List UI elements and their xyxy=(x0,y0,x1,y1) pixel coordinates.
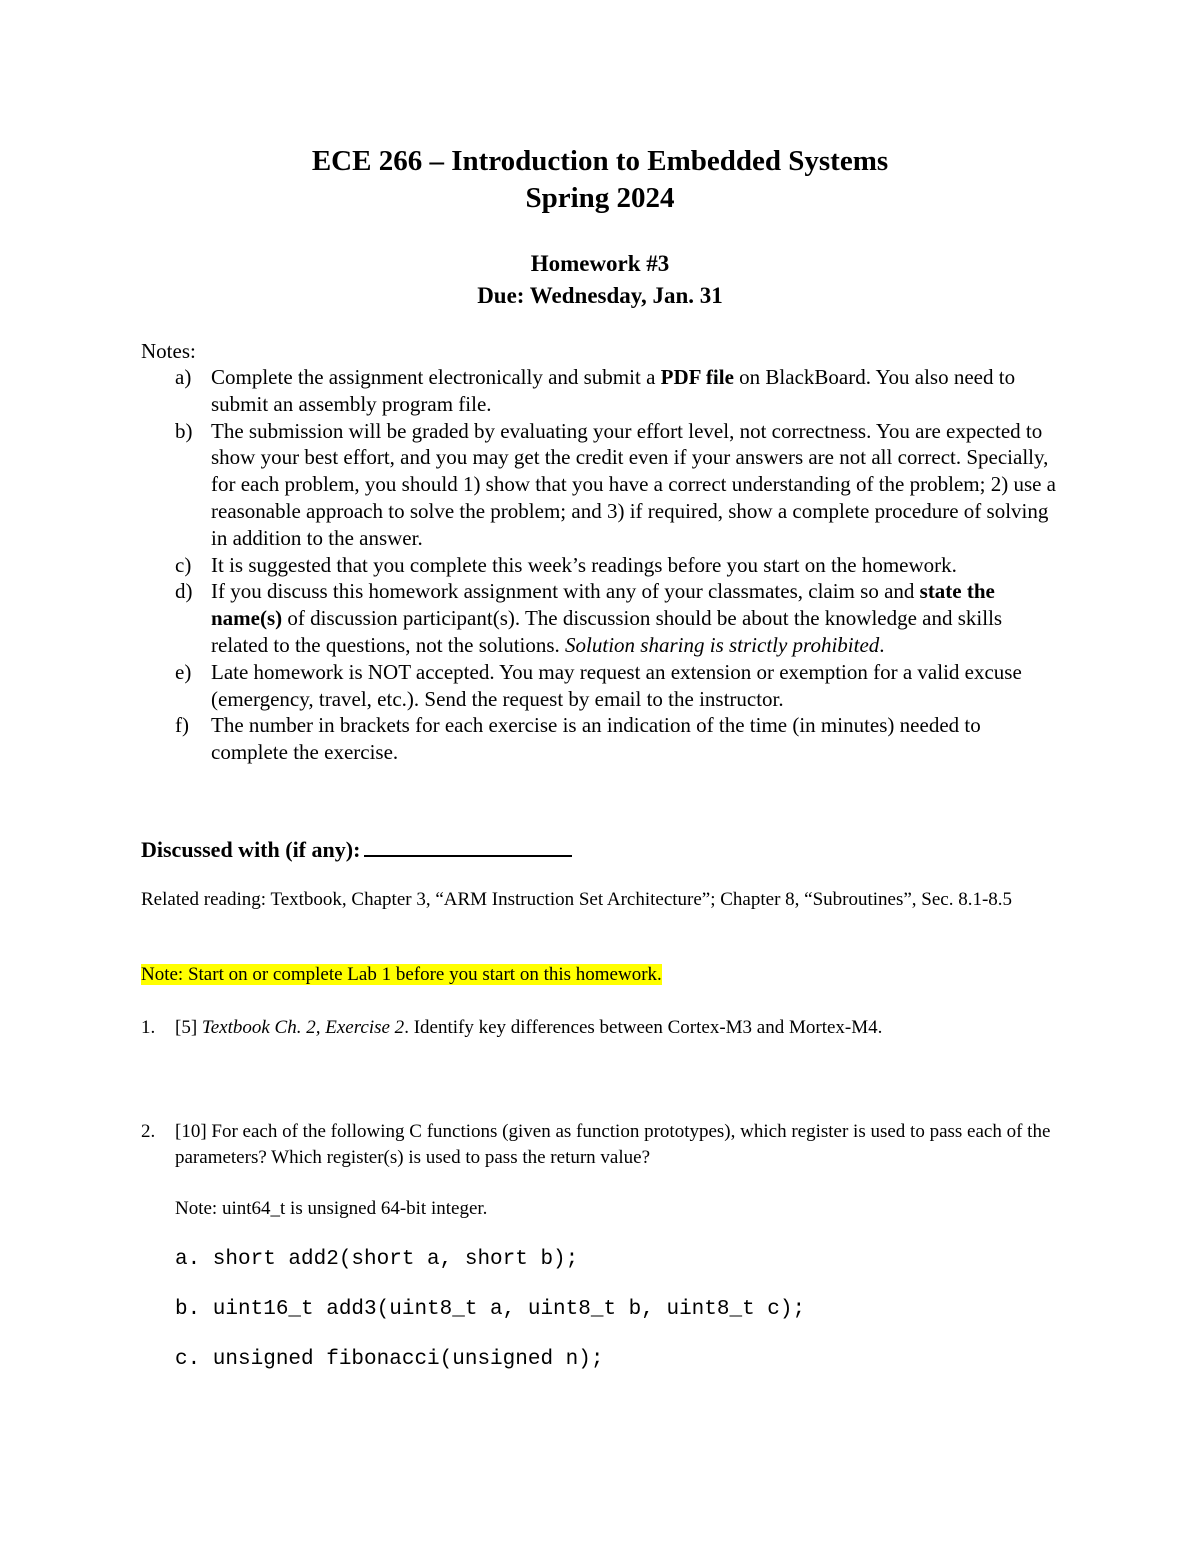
notes-list xyxy=(141,364,1061,766)
due-date: Due: Wednesday, Jan. 31 xyxy=(477,283,723,308)
note-item: a) Complete the assignment electronically and submit a PDF file on BlackBoard. You also need to submit an assembly program file. xyxy=(175,365,1016,416)
discussed-with-blank[interactable] xyxy=(364,835,572,857)
discussed-with-field xyxy=(141,835,572,864)
code-prototype-a: a. short add2(short a, short b); xyxy=(175,1248,579,1271)
discussed-with-label: Discussed with (if any): xyxy=(141,837,361,862)
note-item: c) It is suggested that you complete this week’s readings before you start on the homework. xyxy=(175,552,957,577)
note-marker: e) xyxy=(175,659,192,684)
note-item: b) The submission will be graded by evaluating your effort level, not correctness. You are expected to show your best effort, and you may get the credit even if your answers are not all correct. Specially, for each problem, you should 1) show that you have a correct understanding of the problem; 2) use a reasonable approach to solve the problem; and 3) if required, show a complete procedure of solving in addition to the answer. xyxy=(175,418,1057,550)
note-item: e) Late homework is NOT accepted. You may request an extension or exemption for a valid excuse (emergency, travel, etc.). Send the request by email to the instructor. xyxy=(175,659,1022,711)
note-item: d) If you discuss this homework assignment with any of your classmates, claim so and state the name(s) of discussion participant(s). The discussion should be about the knowledge and skills related to the questions, not the solutions. Solution sharing is strictly prohibited. xyxy=(175,579,1003,657)
code-prototype-b: b. uint16_t add3(uint8_t a, uint8_t b, uint8_t c); xyxy=(175,1298,806,1321)
note-marker: a) xyxy=(175,365,192,389)
sharing-prohibited-emphasis: Solution sharing is strictly prohibited xyxy=(565,632,880,657)
question-2: 2. [10] For each of the following C functions (given as function prototypes), which register is used to pass each of the parameters? Which register(s) is used to pass the return value? xyxy=(141,1121,1051,1168)
course-title: ECE 266 – Introduction to Embedded Systems xyxy=(311,145,889,177)
note-item: f) The number in brackets for each exercise is an indication of the time (in minutes) needed to complete the exercise. xyxy=(175,713,981,765)
notes-label: Notes: xyxy=(141,339,196,363)
pdf-file-emphasis: PDF file xyxy=(660,365,734,389)
note-marker: c) xyxy=(175,552,192,577)
question-number: 2. xyxy=(141,1121,156,1142)
highlighted-note: Note: Start on or complete Lab 1 before you start on this homework. xyxy=(141,964,662,985)
related-reading: Related reading: Textbook, Chapter 3, “ARM Instruction Set Architecture”; Chapter 8, “Subroutines”, Sec. 8.1-8.5 xyxy=(141,889,1013,910)
question-2-note: Note: uint64_t is unsigned 64-bit integer. xyxy=(175,1198,488,1219)
note-marker: b) xyxy=(175,418,193,443)
exercise-reference: Textbook Ch. 2, Exercise 2 xyxy=(201,1017,405,1038)
state-names-emphasis: state the name(s) xyxy=(211,579,995,631)
term: Spring 2024 xyxy=(525,182,675,214)
homework-title: Homework #3 xyxy=(530,251,670,276)
question-1: 1. [5] Textbook Ch. 2, Exercise 2. Identify key differences between Cortex-M3 and Mortex-M4. xyxy=(141,1015,1057,1041)
code-prototype-c: c. unsigned fibonacci(unsigned n); xyxy=(175,1348,604,1371)
note-marker: d) xyxy=(175,579,193,604)
note-marker: f) xyxy=(175,713,189,738)
question-number: 1. xyxy=(141,1017,156,1038)
